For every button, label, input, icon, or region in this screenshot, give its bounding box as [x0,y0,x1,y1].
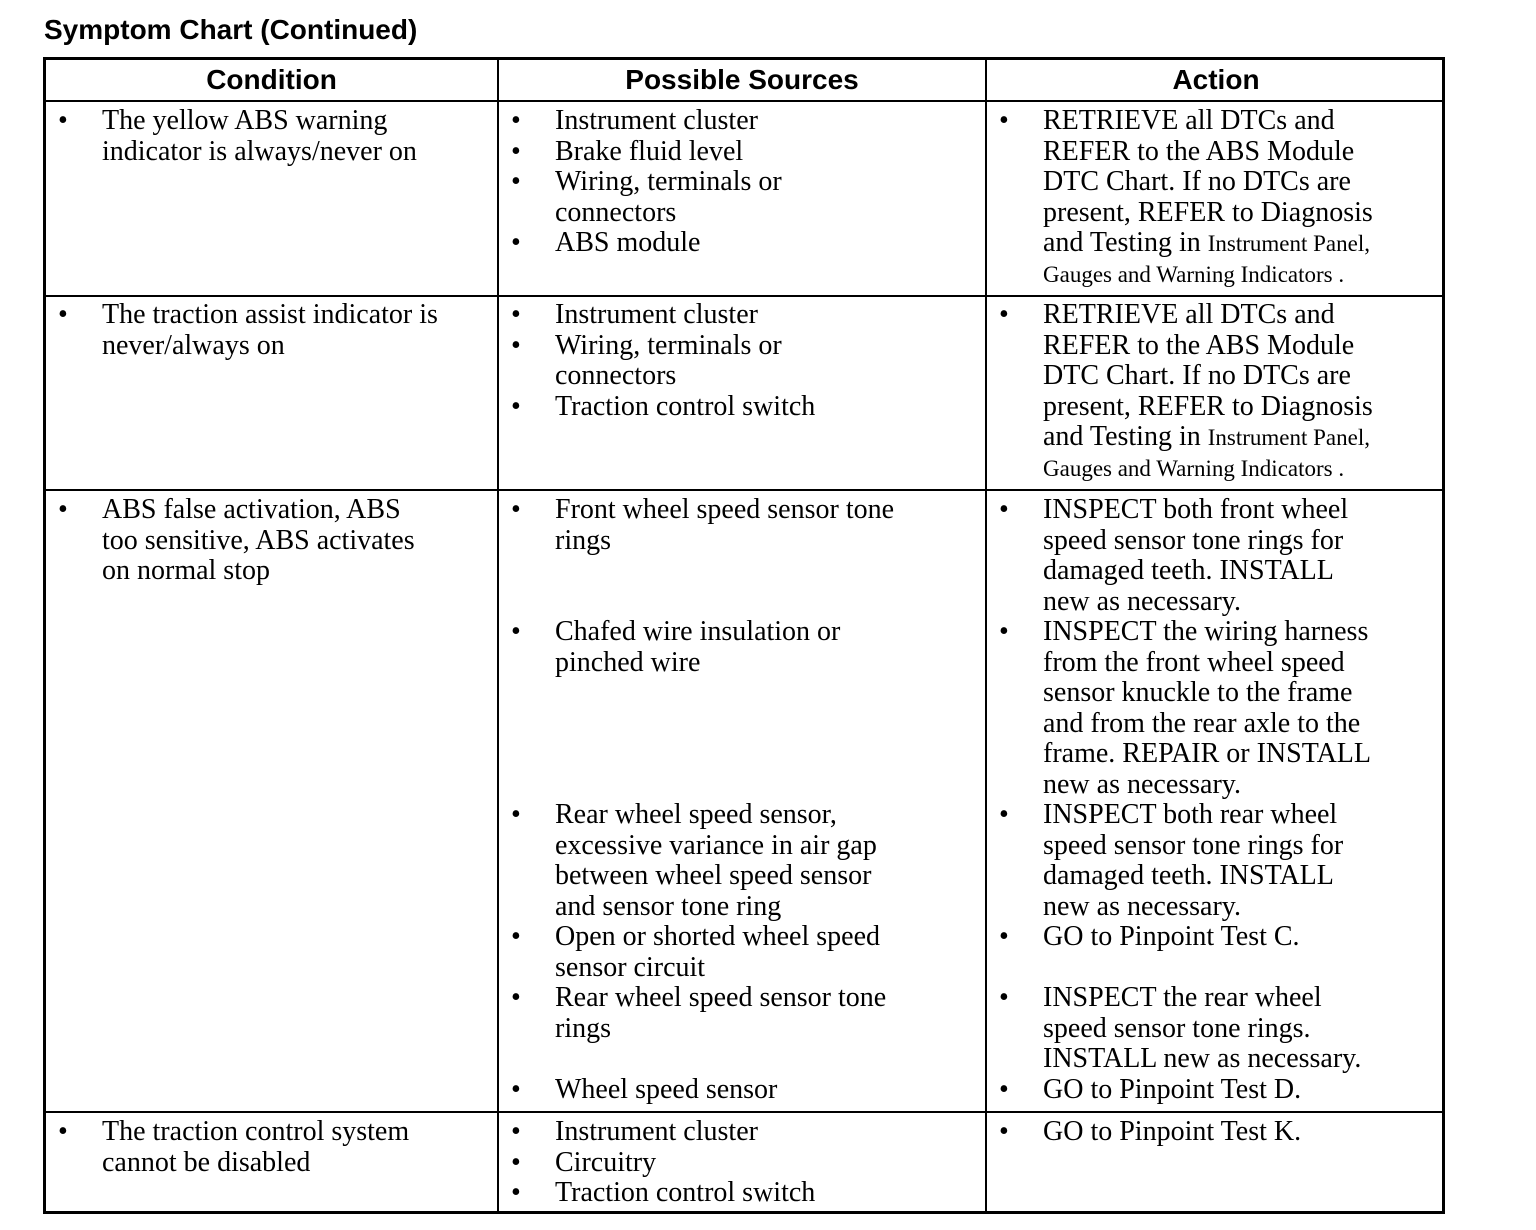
source-item: • Circuitry [511,1146,657,1178]
header-condition: Condition [206,64,337,95]
action-item: • GO to Pinpoint Test D. [999,1074,1302,1105]
source-item: • Wiring, terminals or connectors [511,166,782,228]
condition-item: • The traction assist indicator is never/always on [58,299,438,361]
source-item: • Wheel speed sensor [511,1074,778,1105]
source-item: • Chafed wire insulation or pinched wire [511,616,841,678]
source-item: • Rear wheel speed sensor tone rings [511,982,887,1044]
source-item: • Traction control switch [511,1177,816,1208]
action-item: • INSPECT both rear wheel speed sensor tone rings for damaged teeth. INSTALL new as necessary. [999,799,1344,922]
symptom-chart-table [43,57,1445,1214]
row-divider [46,1111,1442,1113]
condition-item: • The yellow ABS warning indicator is always/never on [58,105,417,167]
condition-item: • The traction control system cannot be disabled [58,1116,410,1178]
action-item: • GO to Pinpoint Test C. [999,921,1300,952]
condition-item: • ABS false activation, ABS too sensitive, ABS activates on normal stop [58,494,415,586]
action-item: • RETRIEVE all DTCs and REFER to the ABS Module DTC Chart. If no DTCs are present, REFER to Diagnosis and Testing in Instrument Panel, Gauges and Warning Indicators . [999,299,1373,481]
source-item: • Brake fluid level [511,135,744,167]
row-divider [46,295,1442,297]
source-item: • Instrument cluster [511,105,758,136]
source-item: • Front wheel speed sensor tone rings [511,494,895,556]
header-divider [46,100,1442,102]
source-item: • Wiring, terminals or connectors [511,329,782,391]
action-item: • INSPECT both front wheel speed sensor tone rings for damaged teeth. INSTALL new as necessary. [999,494,1349,617]
source-item: • Open or shorted wheel speed sensor circuit [511,921,881,983]
action-item: • GO to Pinpoint Test K. [999,1116,1302,1147]
action-item: • INSPECT the wiring harness from the front wheel speed sensor knuckle to the frame and from the rear axle to the frame. REPAIR or INSTALL new as necessary. [999,616,1372,800]
reference-link: Instrument Panel, [1207,231,1370,256]
action-item: • RETRIEVE all DTCs and REFER to the ABS Module DTC Chart. If no DTCs are present, REFER to Diagnosis and Testing in Instrument Panel, Gauges and Warning Indicators . [999,105,1373,287]
header-possible-sources: Possible Sources [625,64,859,95]
action-item: • INSPECT the rear wheel speed sensor tone rings. INSTALL new as necessary. [999,982,1362,1074]
header-action: Action [1172,64,1260,95]
row-divider [46,489,1442,491]
source-item: • Traction control switch [511,390,816,422]
source-item: • Instrument cluster [511,299,758,330]
source-item: • Instrument cluster [511,1116,758,1147]
page-title: Symptom Chart (Continued) [44,14,418,45]
bullet: • [58,105,68,136]
source-item: • ABS module [511,227,701,258]
reference-link: Instrument Panel, [1207,425,1370,450]
source-item: • Rear wheel speed sensor, excessive variance in air gap between wheel speed sensor and sensor tone ring [511,799,877,922]
